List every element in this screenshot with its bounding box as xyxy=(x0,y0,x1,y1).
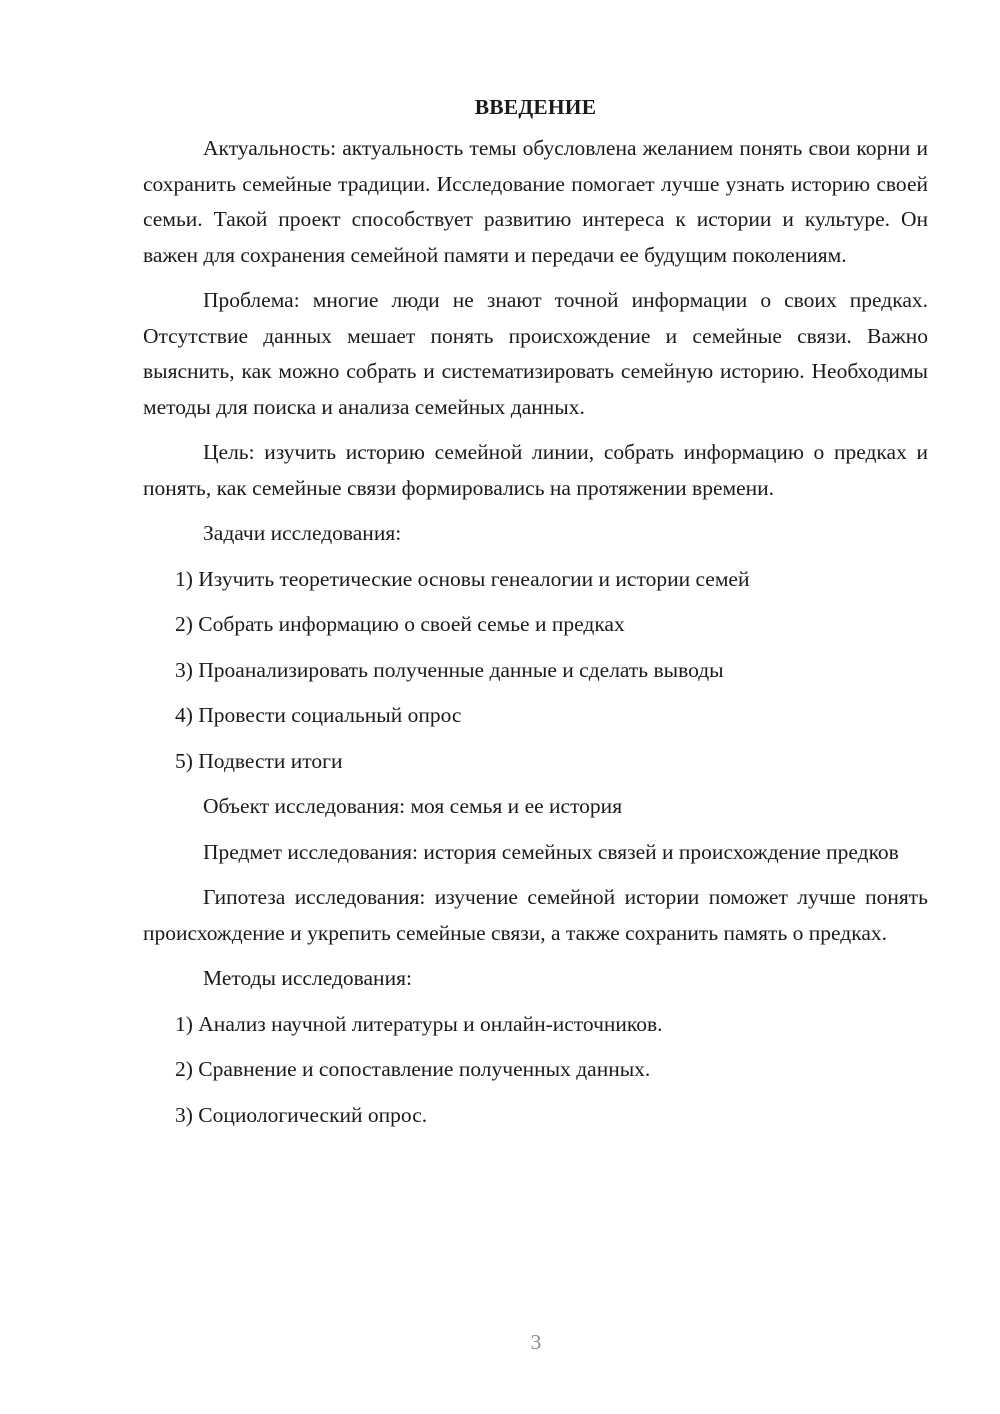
list-item: 3) Социологический опрос. xyxy=(175,1102,428,1127)
document-page xyxy=(143,90,928,1143)
tasks-heading: Задачи исследования: xyxy=(203,521,402,545)
paragraph-hypothesis: Гипотеза исследования: изучение семейной истории поможет лучше понять происхождение и укрепить семейные связи, а также сохранить память о предках. xyxy=(143,885,928,945)
paragraph-goal: Цель: изучить историю семейной линии, собрать информацию о предках и понять, как семейные связи формировались на протяжении времени. xyxy=(143,440,928,500)
list-item: 3) Проанализировать полученные данные и сделать выводы xyxy=(175,657,724,682)
paragraph-problem: Проблема: многие люди не знают точной информации о своих предках. Отсутствие данных мешает понять происхождение и семейные связи. Важно выяснить, как можно собрать и систематизировать семейную историю. Необходимы методы для поиска и анализа семейных данных. xyxy=(143,288,928,419)
page-number: 3 xyxy=(530,1330,542,1354)
list-item: 1) Изучить теоретические основы генеалогии и истории семей xyxy=(175,566,750,591)
tasks-list xyxy=(143,562,928,780)
paragraph-relevance: Актуальность: актуальность темы обусловлена желанием понять свои корни и сохранить семейные традиции. Исследование помогает лучше узнать историю своей семьи. Такой проект способствует развитию интереса к истории и культуре. Он важен для сохранения семейной памяти и передачи ее будущим поколениям. xyxy=(143,136,928,267)
list-item: 5) Подвести итоги xyxy=(175,748,343,773)
list-item: 4) Провести социальный опрос xyxy=(175,703,462,727)
section-title: ВВЕДЕНИЕ xyxy=(474,95,597,119)
paragraph-subject: Предмет исследования: история семейных связей и происхождение предков xyxy=(203,839,899,864)
list-item: 2) Собрать информацию о своей семье и предках xyxy=(175,612,625,636)
list-item: 1) Анализ научной литературы и онлайн-источников. xyxy=(175,1011,663,1036)
methods-list xyxy=(143,1007,928,1134)
list-item: 2) Сравнение и сопоставление полученных данных. xyxy=(175,1057,651,1081)
methods-heading: Методы исследования: xyxy=(203,966,412,990)
paragraph-object: Объект исследования: моя семья и ее история xyxy=(203,794,623,818)
